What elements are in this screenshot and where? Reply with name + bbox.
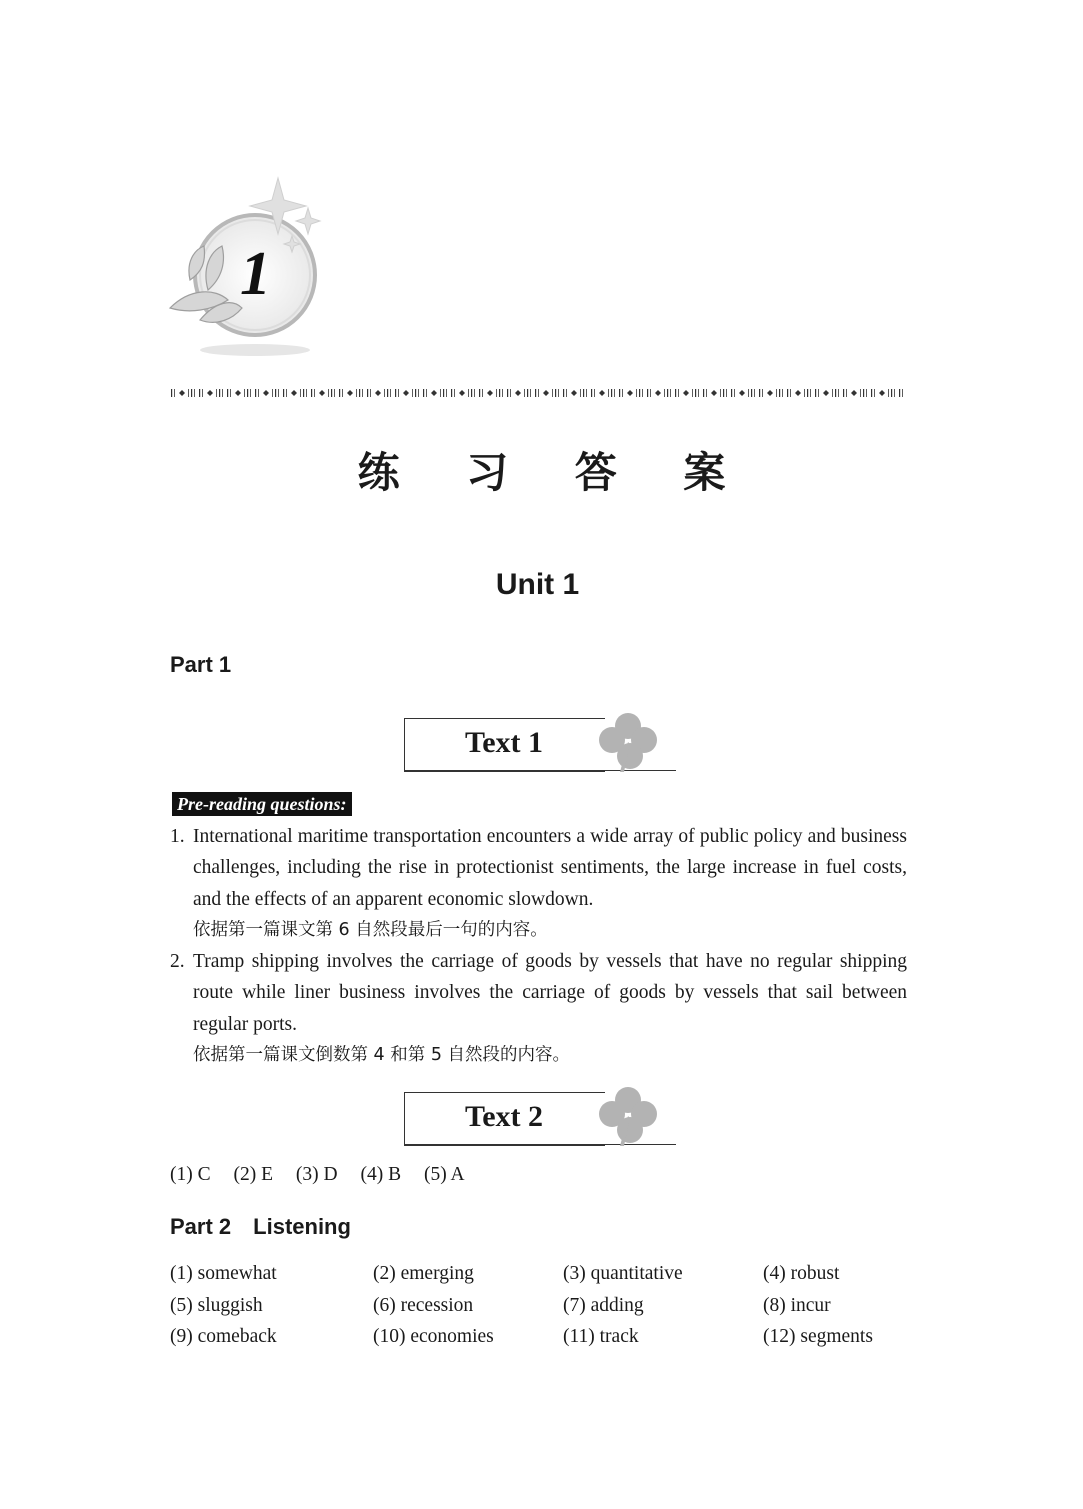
answer-item: (3) D bbox=[295, 1164, 338, 1185]
section-title-cn: 练 习 答 案 bbox=[357, 448, 752, 497]
answer-cell: (8) incur bbox=[763, 1294, 831, 1316]
part2-subtitle: Listening bbox=[253, 1214, 351, 1239]
answer-cell: (9) comeback bbox=[170, 1326, 277, 1347]
question-note: 依据第一篇课文倒数第 4 和第 5 自然段的内容。 bbox=[193, 1045, 571, 1066]
chapter-number: 1 bbox=[240, 240, 271, 308]
answer-cell: (4) robust bbox=[763, 1263, 840, 1284]
answer-item: (4) B bbox=[360, 1164, 402, 1185]
question-number: 1. bbox=[170, 826, 185, 847]
clover-icon bbox=[594, 708, 662, 776]
part2-heading bbox=[170, 1214, 351, 1240]
prereading-label: Pre-reading questions: bbox=[172, 792, 352, 816]
answer-cell: (7) adding bbox=[563, 1294, 644, 1316]
answer-cell: (1) somewhat bbox=[170, 1263, 277, 1284]
text2-box bbox=[404, 1092, 676, 1146]
answer-row bbox=[170, 1321, 913, 1353]
answer-cell: (5) sluggish bbox=[170, 1294, 263, 1316]
chapter-emblem bbox=[160, 170, 330, 370]
question-answer: International maritime transportation encounters a wide array of public policy and business challenges, including the rise in protectionist sentiments, the large increase in fuel costs, and the effects of an apparent economic slowdown. bbox=[193, 826, 907, 910]
question-answer: Tramp shipping involves the carriage of goods by vessels that have no regular shipping route while liner business involves the carriage of goods by vessels that sail between regular ports. bbox=[193, 951, 907, 1035]
question-note: 依据第一篇课文第 6 自然段最后一句的内容。 bbox=[193, 919, 548, 940]
answer-cell: (11) track bbox=[563, 1326, 639, 1347]
text1-box bbox=[404, 718, 676, 772]
part1-heading: Part 1 bbox=[170, 652, 232, 677]
text2-answers bbox=[170, 1164, 483, 1186]
answer-cell: (2) emerging bbox=[373, 1263, 474, 1284]
listening-answers bbox=[170, 1258, 913, 1353]
part2-title: Part 2 bbox=[170, 1214, 232, 1239]
answer-cell: (6) recession bbox=[373, 1294, 474, 1316]
answer-cell: (10) economies bbox=[373, 1326, 494, 1347]
clover-icon bbox=[594, 1082, 662, 1150]
unit-title: Unit 1 bbox=[495, 568, 580, 601]
text2-label: Text 2 bbox=[464, 1100, 544, 1133]
answer-item: (1) C bbox=[170, 1164, 211, 1185]
answer-item: (2) E bbox=[233, 1164, 274, 1185]
answer-item: (5) A bbox=[423, 1164, 465, 1185]
answer-row bbox=[170, 1290, 913, 1322]
text1-label: Text 1 bbox=[464, 726, 544, 759]
answer-cell: (12) segments bbox=[763, 1326, 873, 1347]
prereading-questions bbox=[170, 821, 907, 1071]
emblem-graphic bbox=[160, 170, 330, 370]
question-item bbox=[170, 821, 907, 946]
question-number: 2. bbox=[170, 951, 185, 973]
answer-cell: (3) quantitative bbox=[563, 1263, 683, 1284]
ornamental-divider bbox=[170, 388, 904, 398]
question-item bbox=[170, 946, 907, 1071]
answer-row bbox=[170, 1258, 913, 1290]
